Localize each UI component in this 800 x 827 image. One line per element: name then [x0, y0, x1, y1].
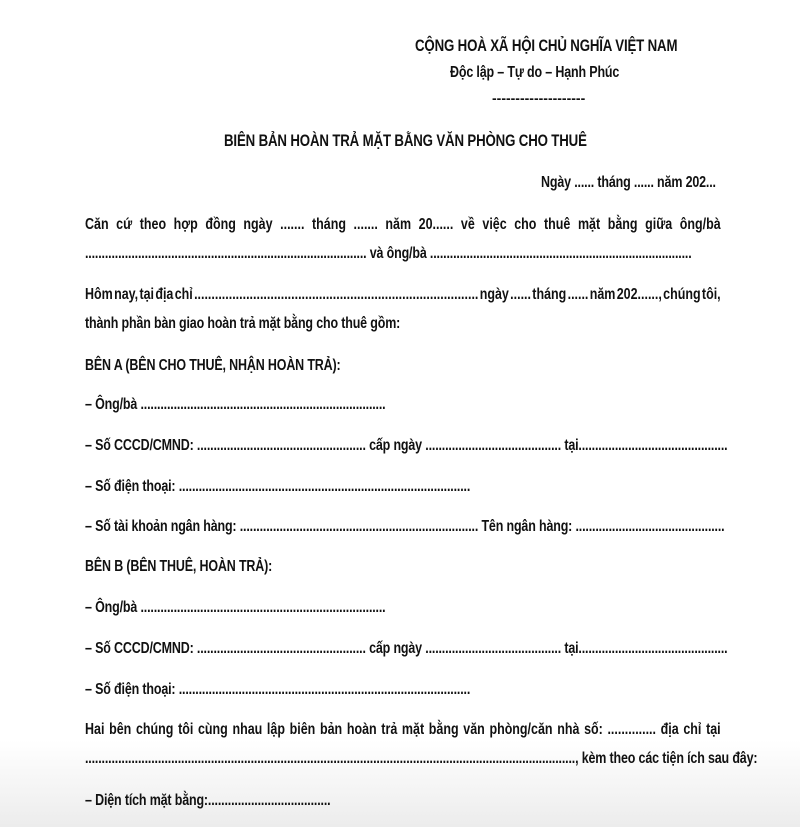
party-a-heading: BÊN A (BÊN CHO THUÊ, NHẬN HOÀN TRẢ): — [85, 357, 341, 374]
party-a-name-field: – Ông/bà .......................................................................... — [85, 396, 386, 413]
document-title: BIÊN BẢN HOÀN TRẢ MẶT BẰNG VĂN PHÒNG CHO THUÊ — [224, 131, 587, 150]
word: chúng — [135, 721, 174, 738]
word: địa — [660, 721, 679, 738]
word: năm — [385, 216, 412, 233]
word: chỉ — [683, 721, 702, 738]
word: chúng — [663, 286, 701, 303]
party-a-bank-field: – Số tài khoản ngân hàng: ........................................................................ Tên ngân hàng: ............................................. — [85, 518, 725, 535]
word: thuê — [544, 216, 571, 233]
agreement-paragraph-line-1 — [85, 721, 721, 739]
word: nhà — [557, 721, 580, 738]
party-b-name-field: – Ông/bà .......................................................................... — [85, 599, 386, 616]
word: cho — [514, 216, 537, 233]
date-line: Ngày ...... tháng ...... năm 202... — [541, 174, 716, 191]
word: .................................................................................. — [194, 286, 479, 303]
word: Căn — [85, 216, 109, 233]
word: tháng — [311, 216, 346, 233]
word: văn — [463, 721, 485, 738]
word: địa — [155, 286, 174, 303]
word: cùng — [197, 721, 228, 738]
word: nay, — [114, 286, 139, 303]
party-b-id-field: – Số CCCD/CMND: ................................................... cấp ngày ......................................... tại............................................. — [85, 640, 728, 657]
basis-paragraph-line-2: ..................................................................................... và ông/bà ............................................................................... — [85, 245, 692, 262]
word: ....... — [353, 216, 378, 233]
word: hoàn — [346, 721, 377, 738]
party-b-phone-field: – Số điện thoại: ........................................................................................ — [85, 681, 471, 698]
word: chỉ — [174, 286, 193, 303]
word: về — [460, 216, 475, 233]
today-paragraph-line-2: thành phần bàn giao hoàn trả mặt bằng cho thuê gồm: — [85, 315, 401, 332]
word: giữa — [645, 216, 673, 233]
agreement-paragraph-line-2: ...................................................................................................................................................., kèm theo các tiện ích sau đây: — [85, 750, 758, 767]
word: đồng — [205, 216, 236, 233]
word: ...... — [510, 286, 531, 303]
word: tôi — [178, 721, 194, 738]
word: 20...... — [418, 216, 454, 233]
word: ngày — [243, 216, 273, 233]
national-motto: Độc lập – Tự do – Hạnh Phúc — [450, 64, 620, 81]
word: bằng — [428, 721, 459, 738]
word: theo — [139, 216, 167, 233]
word: 202......, — [616, 286, 662, 303]
word: mặt — [577, 216, 601, 233]
basis-paragraph-line-1 — [85, 216, 721, 234]
word: bản — [319, 721, 343, 738]
word: ông/bà — [679, 216, 721, 233]
word: ...... — [567, 286, 589, 303]
word: Hôm — [85, 286, 113, 303]
word: ....... — [280, 216, 305, 233]
word: mặt — [401, 721, 425, 738]
word: biên — [289, 721, 316, 738]
word: việc — [482, 216, 507, 233]
word: năm — [589, 286, 616, 303]
word: bên — [109, 721, 132, 738]
word: hợp — [173, 216, 198, 233]
word: ngày — [479, 286, 509, 303]
today-paragraph-line-1 — [85, 286, 721, 304]
word: Hai — [85, 721, 105, 738]
party-b-heading: BÊN B (BÊN THUÊ, HOÀN TRẢ): — [85, 558, 273, 575]
national-heading: CỘNG HOÀ XÃ HỘI CHỦ NGHĨA VIỆT NAM — [415, 36, 678, 55]
word: bằng — [607, 216, 638, 233]
word: cứ — [116, 216, 133, 233]
area-field: – Diện tích mặt bằng:..................................... — [85, 792, 331, 809]
party-a-phone-field: – Số điện thoại: ........................................................................................ — [85, 478, 471, 495]
word: tháng — [532, 286, 567, 303]
word: lập — [266, 721, 285, 738]
word: số: — [584, 721, 603, 738]
word: phòng/căn — [489, 721, 553, 738]
party-a-id-field: – Số CCCD/CMND: ................................................... cấp ngày ......................................... tại............................................. — [85, 437, 728, 454]
heading-separator: -------------------- — [492, 90, 586, 106]
word: tôi, — [701, 286, 721, 303]
word: tại — [139, 286, 155, 303]
word: .............. — [607, 721, 656, 738]
word: nhau — [232, 721, 263, 738]
word: tại — [706, 721, 721, 738]
word: trả — [381, 721, 398, 738]
